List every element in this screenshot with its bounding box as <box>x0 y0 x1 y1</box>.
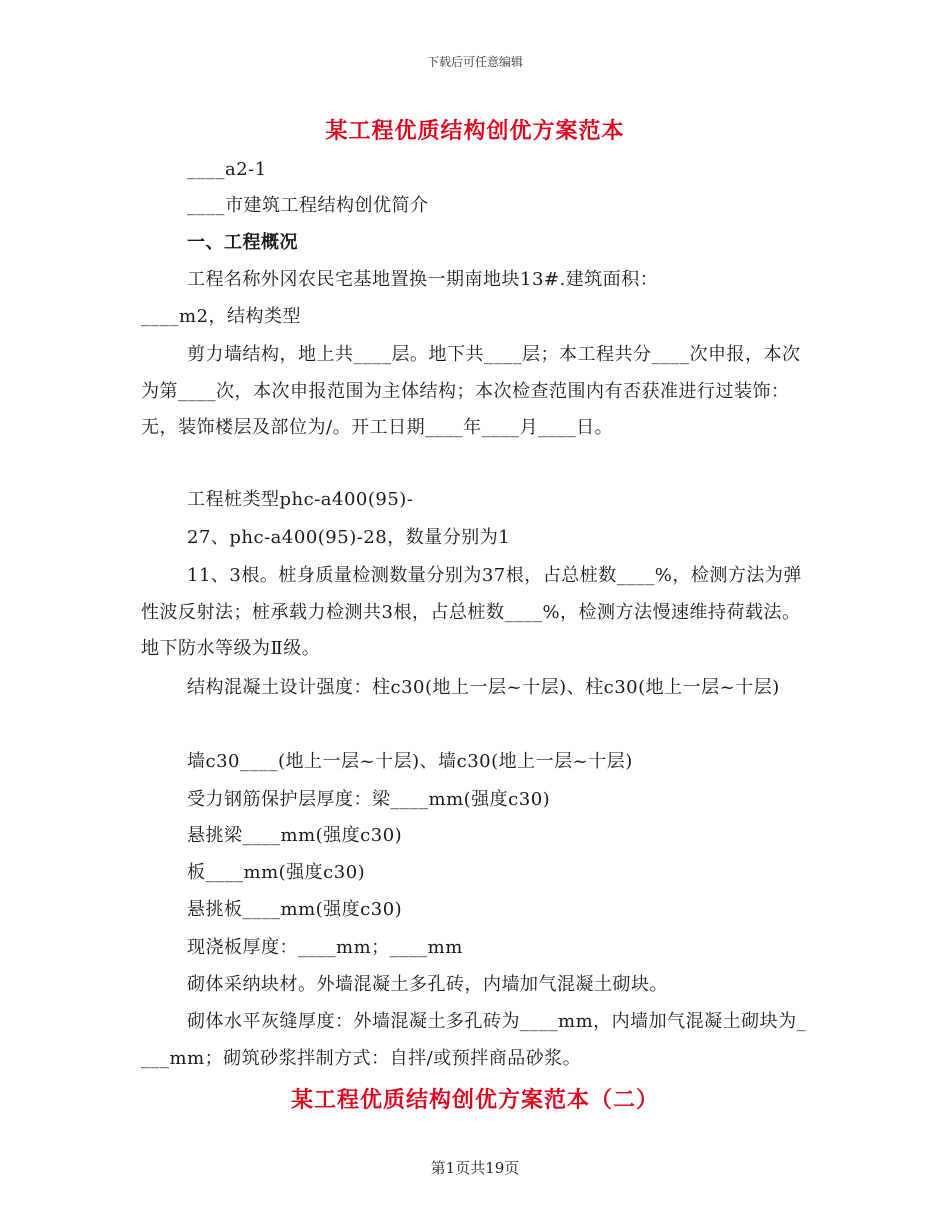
paragraph-mortar-joint: 砌体水平灰缝厚度：外墙混凝土多孔砖为____mm，内墙加气混凝土砌块为____mm；砌筑砂浆拌制方式：自拌/或预拌商品砂浆。 <box>141 1011 807 1069</box>
paragraph-pile-test: 11、3根。桩身质量检测数量分别为37根，占总桩数____%，检测方法为弹性波反射法；桩承载力检测共3根，占总桩数____%，检测方法慢速维持荷载法。地下防水等级为Ⅱ级。 <box>141 565 802 659</box>
paragraph-project-name: 工程名称外冈农民宅基地置换一期南地块13#.建筑面积： <box>187 269 659 290</box>
document-title-2: 某工程优质结构创优方案范本（二） <box>290 1087 659 1113</box>
paragraph-slab: 板____mm(强度c30) <box>187 862 366 883</box>
document-title: 某工程优质结构创优方案范本 <box>325 118 625 144</box>
paragraph-pile-count: 27、phc-a400(95)-28，数量分别为1 <box>187 527 511 548</box>
paragraph-intro: ____市建筑工程结构创优简介 <box>187 195 429 216</box>
paragraph-cantilever-slab: 悬挑板____mm(强度c30) <box>187 899 403 920</box>
header-note: 下载后可任意编辑 <box>426 55 523 69</box>
section-heading: 一、工程概况 <box>187 232 298 253</box>
paragraph-masonry: 砌体采纳块材。外墙混凝土多孔砖，内墙加气混凝土砌块。 <box>187 974 668 995</box>
paragraph-structure: 剪力墙结构，地上共____层。地下共____层；本工程共分____次申报，本次为第____次，本次申报范围为主体结构；本次检查范围内有否获准进行过装饰：无，装饰楼层及部位为/。开工日期____年____月____日。 <box>141 344 801 438</box>
paragraph-slab-thickness: 现浇板厚度：____mm；____mm <box>187 937 463 958</box>
paragraph-area: ____m2，结构类型 <box>141 306 302 327</box>
paragraph-cantilever-beam: 悬挑梁____mm(强度c30) <box>187 825 403 846</box>
paragraph-cover-beam: 受力钢筋保护层厚度：梁____mm(强度c30) <box>187 789 551 810</box>
paragraph-wall: 墙c30____(地上一层~十层)、墙c30(地上一层~十层) <box>187 751 633 772</box>
paragraph-concrete-strength: 结构混凝土设计强度：柱c30(地上一层~十层)、柱c30(地上一层~十层) <box>187 677 780 698</box>
page-footer: 第1页共19页 <box>430 1159 520 1177</box>
paragraph-pile-type: 工程桩类型phc-a400(95)- <box>187 489 414 510</box>
paragraph-code: ____a2-1 <box>187 159 267 180</box>
